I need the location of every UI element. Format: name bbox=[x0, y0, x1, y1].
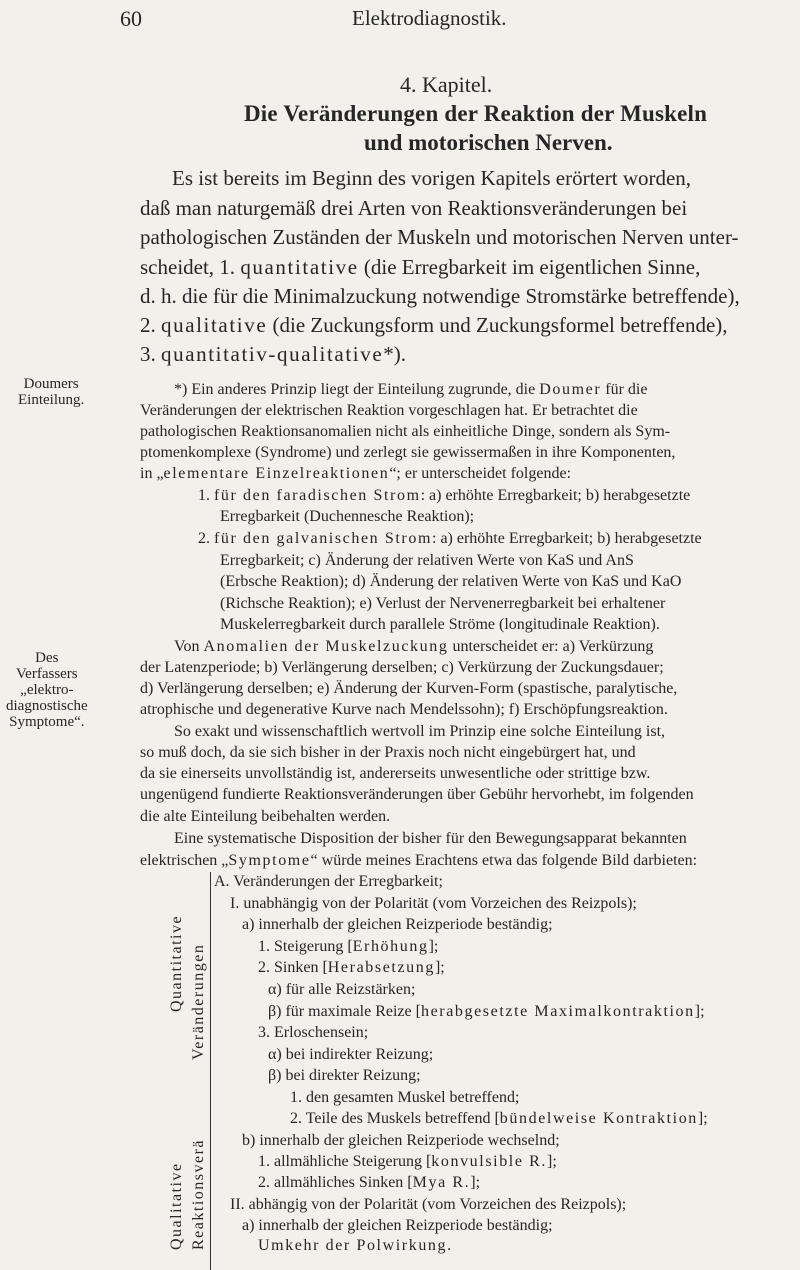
footnote-line: pathologischen Reaktionsanomalien nicht als einheitliche Dinge, sondern als Sym- bbox=[140, 423, 671, 440]
body-line: d. h. die für die Minimalzuckung notwendige Stromstärke betreffende), bbox=[140, 284, 740, 308]
footnote-line: 2. für den galvanischen Strom: a) erhöhte Erregbarkeit; b) herabgesetzte bbox=[198, 530, 702, 547]
outline-line: Umkehr der Polwirkung. bbox=[258, 1237, 453, 1254]
body-line: scheidet, 1. quantitative (die Erregbarkeit im eigentlichen Sinne, bbox=[140, 255, 701, 279]
margin-note-doumer: Doumers Einteilung. bbox=[18, 376, 85, 408]
outline-line: 1. den gesamten Muskel betreffend; bbox=[290, 1089, 520, 1106]
side-label-qualitative: Qualitative bbox=[168, 1162, 185, 1250]
footnote-line: So exakt und wissenschaftlich wertvoll im Prinzip eine solche Einteilung ist, bbox=[174, 723, 666, 740]
section-title-line1: Die Veränderungen der Reaktion der Muskeln bbox=[244, 101, 708, 126]
footnote-line: Erregbarkeit (Duchennesche Reaktion); bbox=[220, 508, 475, 525]
side-label-quantitative: Quantitative bbox=[168, 914, 185, 1012]
outline-line: I. unabhängig von der Polarität (vom Vorzeichen des Reizpols); bbox=[230, 895, 637, 912]
outline-line: β) für maximale Reize [herabgesetzte Maximalkontraktion]; bbox=[268, 1003, 705, 1020]
footnote-line: *) Ein anderes Prinzip liegt der Einteilung zugrunde, die Doumer für die bbox=[174, 381, 648, 398]
body-line: daß man naturgemäß drei Arten von Reaktionsveränderungen bei bbox=[140, 196, 688, 220]
body-line: 3. quantitativ-qualitative*). bbox=[140, 342, 406, 366]
footnote-line: (Richsche Reaktion); e) Verlust der Nervenerregbarkeit bei erhaltener bbox=[220, 595, 666, 612]
footnote-line: Erregbarkeit; c) Änderung der relativen Werte von KaS und AnS bbox=[220, 552, 634, 569]
footnote-line: 1. für den faradischen Strom: a) erhöhte Erregbarkeit; b) herabgesetzte bbox=[198, 487, 691, 504]
footnote-line: so muß doch, da sie sich bisher in der Praxis noch nicht eingebürgert hat, und bbox=[140, 744, 636, 761]
outline-line: 2. Teile des Muskels betreffend [bündelweise Kontraktion]; bbox=[290, 1110, 708, 1127]
chapter-heading: 4. Kapitel. bbox=[400, 72, 493, 97]
body-line: pathologischen Zuständen der Muskeln und motorischen Nerven unter- bbox=[140, 225, 739, 249]
outline-line: b) innerhalb der gleichen Reizperiode wechselnd; bbox=[242, 1132, 560, 1149]
side-label-reaktionsveraenderungen: Reaktionsverä bbox=[190, 1138, 207, 1250]
outline-line: α) für alle Reizstärken; bbox=[268, 981, 416, 998]
footnote-line: ungenügend fundierte Reaktionsveränderungen über Gebühr hervorhebt, im folgenden bbox=[140, 786, 694, 803]
outline-line: 1. Steigerung [Erhöhung]; bbox=[258, 938, 439, 955]
outline-line: α) bei indirekter Reizung; bbox=[268, 1046, 434, 1063]
outline-bracket bbox=[210, 872, 211, 1270]
running-title: Elektrodiagnostik. bbox=[352, 6, 507, 30]
body-line: 2. qualitative (die Zuckungsform und Zuckungsformel betreffende), bbox=[140, 313, 728, 337]
footnote-line: Eine systematische Disposition der bisher für den Bewegungsapparat bekannten bbox=[174, 830, 687, 847]
footnote-line: ptomenkomplexe (Syndrome) und zerlegt sie gewissermaßen in ihre Komponenten, bbox=[140, 444, 676, 461]
footnote-line: da sie einerseits unvollständig ist, andererseits unwesentliche oder strittige bzw. bbox=[140, 765, 651, 782]
outline-line: a) innerhalb der gleichen Reizperiode beständig; bbox=[242, 1217, 553, 1234]
outline-line: 3. Erloschensein; bbox=[258, 1024, 369, 1041]
footnote-line: der Latenzperiode; b) Verlängerung derselben; c) Verkürzung der Zuckungsdauer; bbox=[140, 659, 664, 676]
outline-line: a) innerhalb der gleichen Reizperiode beständig; bbox=[242, 916, 553, 933]
footnote-line: Muskelerregbarkeit durch parallele Ströme (longitudinale Reaktion). bbox=[220, 616, 660, 633]
footnote-line: die alte Einteilung beibehalten werden. bbox=[140, 808, 391, 825]
outline-line: A. Veränderungen der Erregbarkeit; bbox=[214, 873, 443, 890]
page-number: 60 bbox=[120, 6, 142, 31]
outline-line: 2. Sinken [Herabsetzung]; bbox=[258, 959, 445, 976]
footnote-line: (Erbsche Reaktion); d) Änderung der relativen Werte von KaS und KaO bbox=[220, 573, 682, 590]
outline-line: II. abhängig von der Polarität (vom Vorzeichen des Reizpols); bbox=[230, 1196, 627, 1213]
section-title-line2: und motorischen Nerven. bbox=[364, 130, 613, 155]
footnote-line: d) Verlängerung derselben; e) Änderung der Kurven-Form (spastische, paralytische, bbox=[140, 680, 678, 697]
side-label-veraenderungen: Veränderungen bbox=[190, 943, 207, 1060]
outline-line: β) bei direkter Reizung; bbox=[268, 1067, 421, 1084]
body-line: Es ist bereits im Beginn des vorigen Kapitels erörtert worden, bbox=[172, 166, 692, 190]
outline-line: 1. allmähliche Steigerung [konvulsible R.]; bbox=[258, 1153, 557, 1170]
footnote-line: in „elementare Einzelreaktionen“; er unterscheidet folgende: bbox=[140, 465, 572, 482]
footnote-line: atrophische und degenerative Kurve nach Mendelssohn); f) Erschöpfungsreaktion. bbox=[140, 701, 668, 718]
outline-line: 2. allmähliches Sinken [Mya R.]; bbox=[258, 1174, 481, 1191]
footnote-line: Veränderungen der elektrischen Reaktion vorgeschlagen hat. Er betrachtet die bbox=[140, 402, 638, 419]
footnote-line: elektrischen „Symptome“ würde meines Erachtens etwa das folgende Bild darbieten: bbox=[140, 852, 698, 869]
margin-note-symptoms: Des Verfassers „elektro- diagnostische Symptome“. bbox=[6, 650, 88, 730]
footnote-line: Von Anomalien der Muskelzuckung unterscheidet er: a) Verkürzung bbox=[174, 638, 654, 655]
